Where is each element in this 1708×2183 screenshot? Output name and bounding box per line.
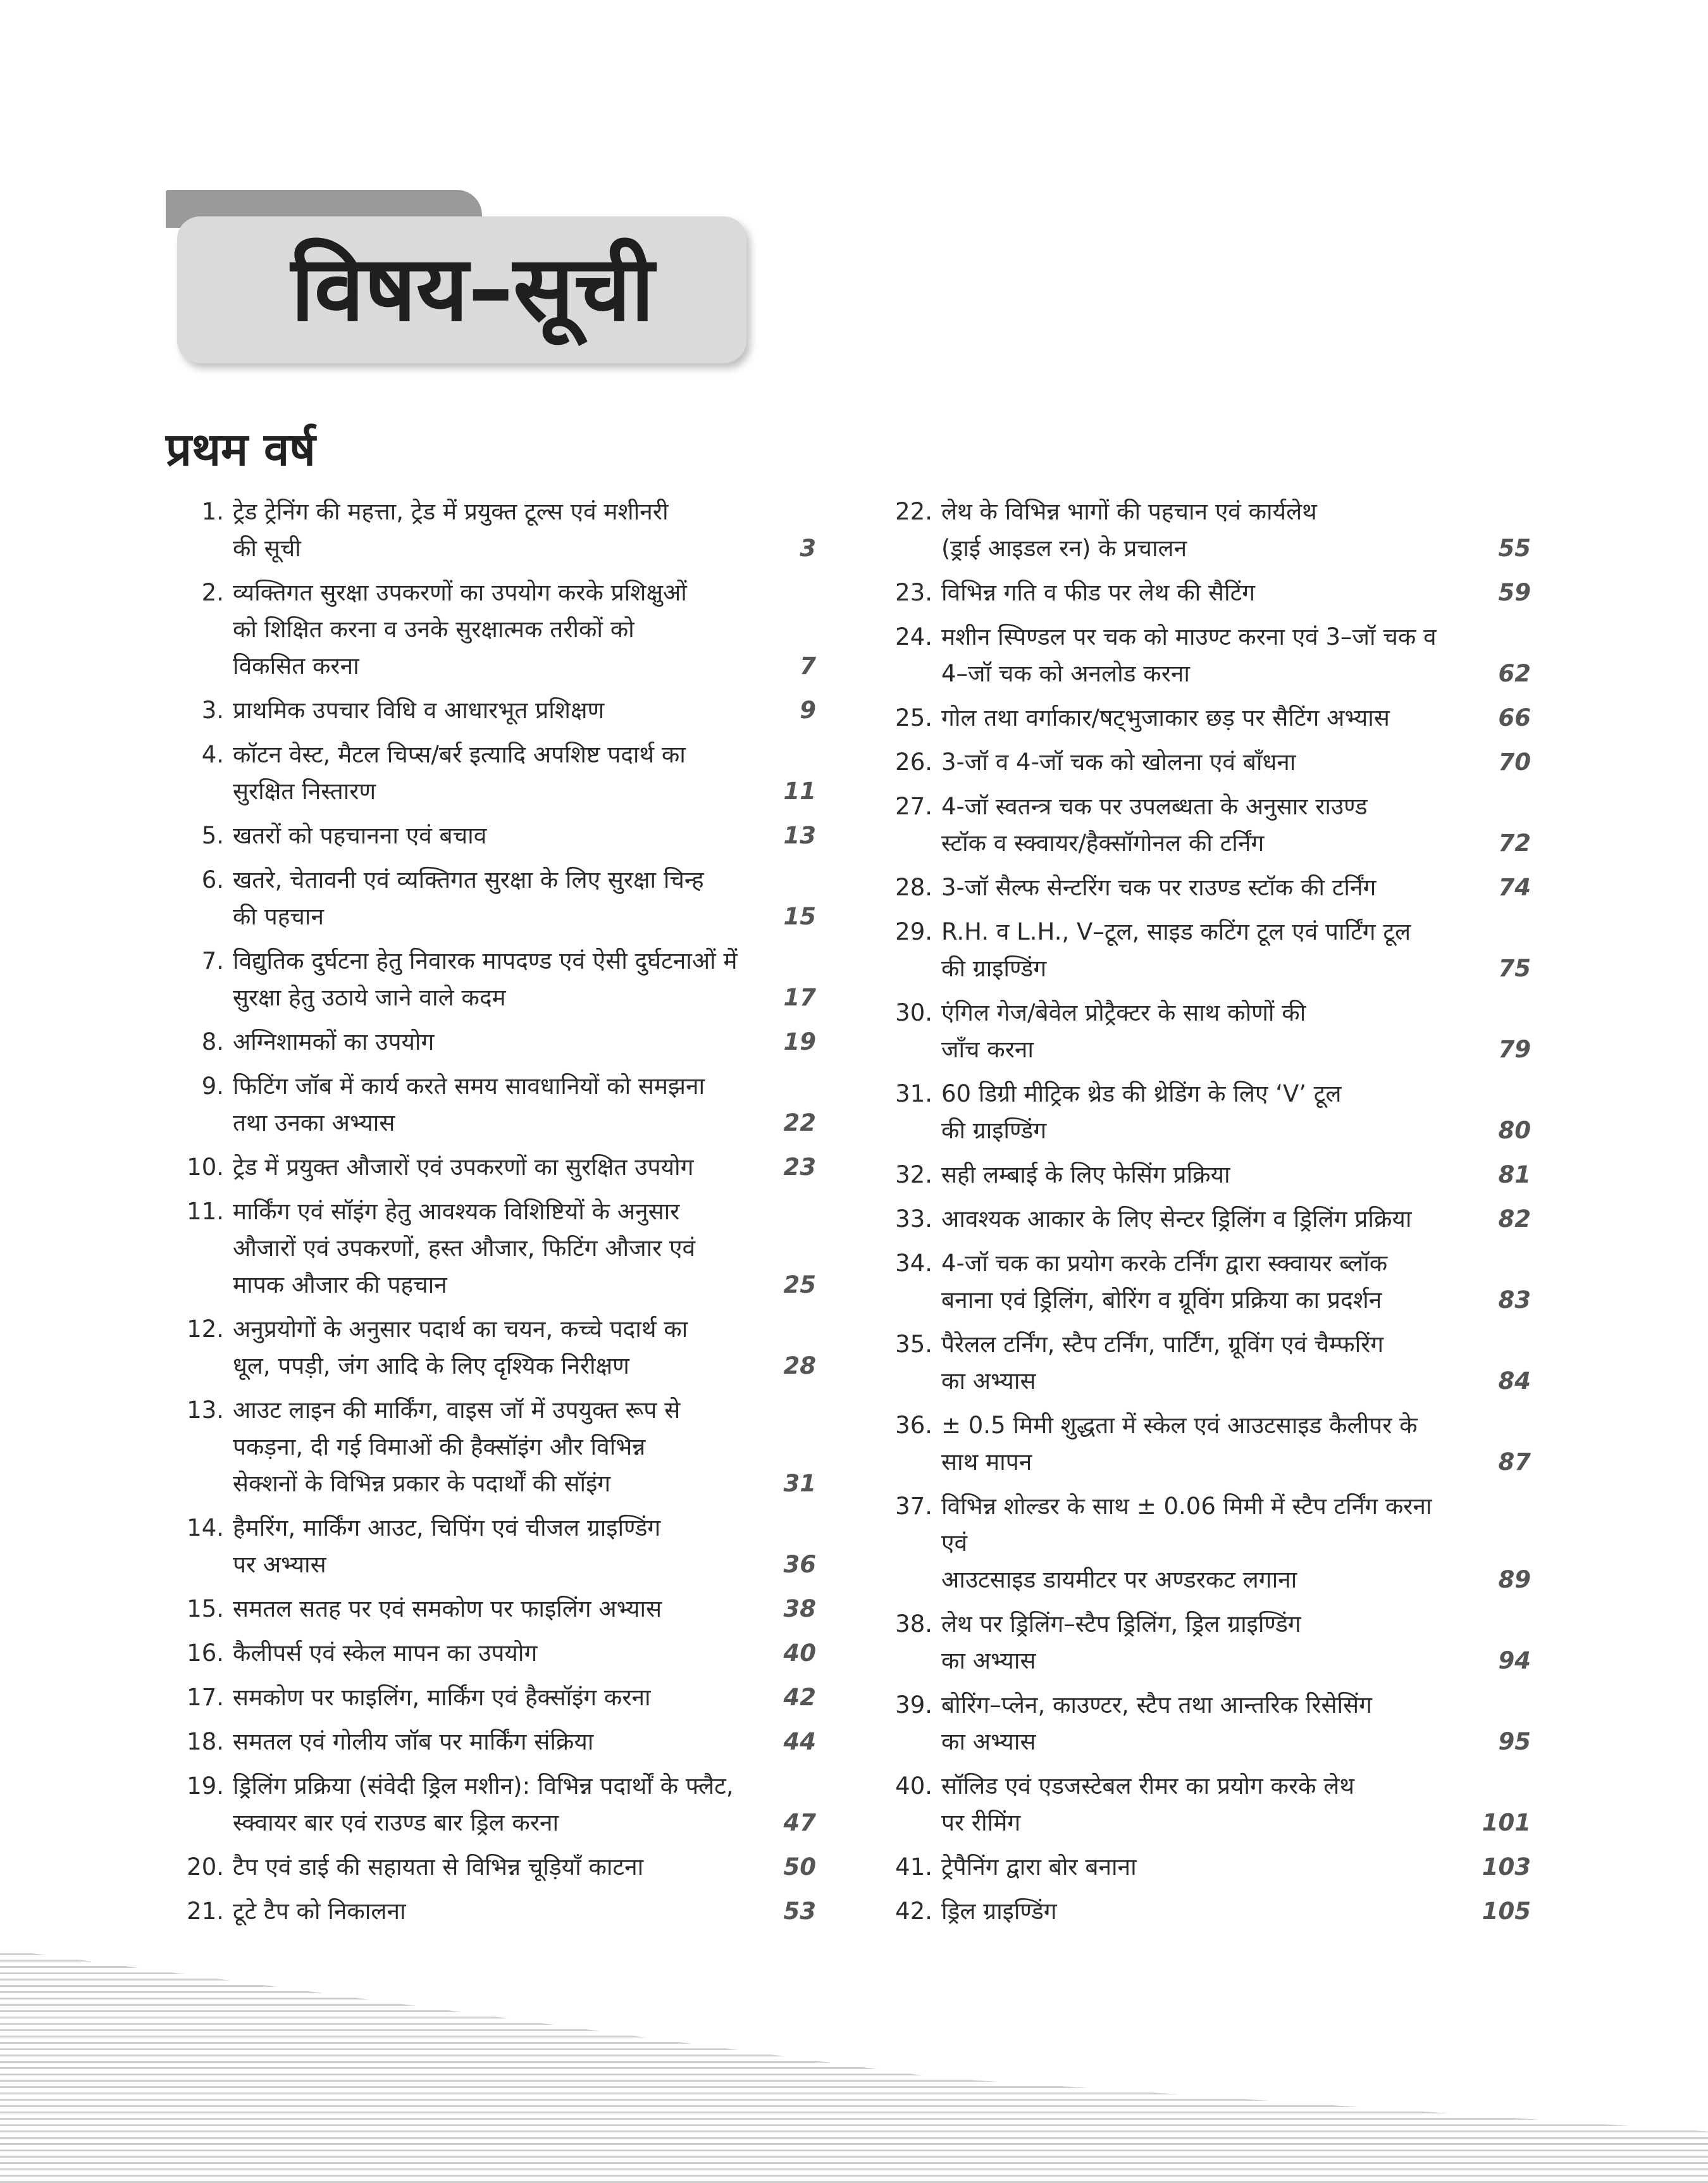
- toc-entry[interactable]: [183, 737, 816, 810]
- toc-entry[interactable]: [892, 1245, 1531, 1319]
- toc-entry[interactable]: [183, 1893, 816, 1930]
- toc-entry-title: खतरों को पहचानना एवं बचाव: [233, 822, 487, 849]
- toc-entry-page: 79: [1498, 1036, 1531, 1063]
- toc-entry-page: 15: [783, 903, 816, 930]
- toc-entry-number: 14.: [187, 1514, 224, 1541]
- toc-entry-page: 22: [783, 1109, 816, 1136]
- toc-entry-number: 20.: [187, 1853, 224, 1881]
- toc-entry-number: 1.: [201, 498, 224, 525]
- toc-entry-page: 80: [1498, 1117, 1531, 1144]
- toc-entry-number: 11.: [187, 1198, 224, 1225]
- toc-entry-title: 60 डिग्री मीट्रिक थ्रेड की थ्रेडिंग के लिए ‘V’ टूल की ग्राइण्डिंग: [941, 1080, 1342, 1144]
- toc-entry-page: 28: [783, 1352, 816, 1379]
- toc-entry-number: 34.: [895, 1250, 932, 1277]
- toc-entry-page: 40: [783, 1639, 816, 1667]
- toc-entry-title: विभिन्न शोल्डर के साथ ± 0.06 मिमी में स्टैप टर्निंग करना एवं आउटसाइड डायमीटर पर अण्डरकट लगाना: [941, 1493, 1432, 1593]
- toc-entry-number: 30.: [895, 999, 932, 1026]
- toc-entry-title: सही लम्बाई के लिए फेसिंग प्रक्रिया: [941, 1161, 1230, 1188]
- toc-entry[interactable]: [892, 1606, 1531, 1679]
- toc-entry[interactable]: [892, 1201, 1531, 1238]
- toc-entry-title: R.H. व L.H., V–टूल, साइड कटिंग टूल एवं पार्टिंग टूल की ग्राइण्डिंग: [941, 918, 1411, 982]
- toc-entry-title: लेथ पर ड्रिलिंग–स्टैप ड्रिलिंग, ड्रिल ग्राइण्डिंग का अभ्यास: [941, 1610, 1301, 1674]
- toc-entry[interactable]: [892, 1407, 1531, 1481]
- toc-entry-number: 27.: [895, 793, 932, 820]
- toc-entry-number: 31.: [895, 1080, 932, 1107]
- toc-entry[interactable]: [183, 1591, 816, 1627]
- toc-entry-page: 81: [1498, 1161, 1531, 1188]
- toc-entry-number: 16.: [187, 1639, 224, 1667]
- toc-entry-title: हैमरिंग, मार्किंग आउट, चिपिंग एवं चीजल ग्राइण्डिंग पर अभ्यास: [233, 1514, 661, 1578]
- toc-entry-title: प्राथमिक उपचार विधि व आधारभूत प्रशिक्षण: [233, 697, 605, 724]
- toc-entry-title: गोल तथा वर्गाकार/षट्भुजाकार छड़ पर सैटिंग अभ्यास: [941, 704, 1390, 731]
- toc-entry-number: 37.: [895, 1493, 932, 1520]
- toc-entry-number: 28.: [895, 874, 932, 901]
- toc-entry-title: अग्निशामकों का उपयोग: [233, 1028, 435, 1055]
- toc-entry[interactable]: [183, 1679, 816, 1716]
- toc-entry[interactable]: [892, 744, 1531, 781]
- toc-entry[interactable]: [892, 575, 1531, 611]
- toc-entry-title: समतल एवं गोलीय जॉब पर मार्किंग संक्रिया: [233, 1728, 594, 1755]
- toc-entry-title: मार्किंग एवं सॉइंग हेतु आवश्यक विशिष्टियों के अनुसार औजारों एवं उपकरणों, हस्त औजार, फिटिंग औजार एवं मापक औजार की पहचान: [233, 1198, 696, 1298]
- toc-entry-number: 23.: [895, 579, 932, 606]
- toc-entry-page: 23: [783, 1154, 816, 1181]
- toc-entry-title: खतरे, चेतावनी एवं व्यक्तिगत सुरक्षा के लिए सुरक्षा चिन्ह की पहचान: [233, 866, 704, 930]
- toc-entry[interactable]: [183, 575, 816, 685]
- toc-entry-number: 41.: [895, 1853, 932, 1881]
- toc-entry-number: 36.: [895, 1412, 932, 1439]
- toc-entry-page: 83: [1498, 1286, 1531, 1314]
- toc-entry[interactable]: [183, 692, 816, 729]
- toc-entry[interactable]: [183, 1024, 816, 1060]
- toc-entry-title: विभिन्न गति व फीड पर लेथ की सैटिंग: [941, 579, 1256, 606]
- toc-entry-number: 22.: [895, 498, 932, 525]
- toc-entry-page: 94: [1498, 1647, 1531, 1674]
- toc-entry-number: 5.: [201, 822, 224, 849]
- toc-entry[interactable]: [892, 1893, 1531, 1930]
- toc-entry-number: 29.: [895, 918, 932, 945]
- page-title: विषय–सूची: [291, 237, 655, 341]
- toc-entry[interactable]: [892, 1768, 1531, 1841]
- toc-entry-title: कॉटन वेस्ट, मैटल चिप्स/बर्र इत्यादि अपशिष्ट पदार्थ का सुरक्षित निस्तारण: [233, 741, 686, 805]
- toc-entry-number: 24.: [895, 623, 932, 650]
- toc-entry-page: 103: [1482, 1853, 1531, 1881]
- toc-entry-title: व्यक्तिगत सुरक्षा उपकरणों का उपयोग करके प्रशिक्षुओं को शिक्षित करना व उनके सुरक्षात्मक तरीकों को विकसित करना: [233, 579, 687, 680]
- toc-entry-number: 42.: [895, 1898, 932, 1925]
- toc-right-column: [892, 494, 1531, 1937]
- toc-entry-number: 10.: [187, 1154, 224, 1181]
- toc-entry[interactable]: [183, 1193, 816, 1303]
- toc-entry-page: 13: [783, 822, 816, 849]
- toc-entry-page: 7: [800, 652, 816, 680]
- toc-entry[interactable]: [892, 914, 1531, 987]
- toc-entry-number: 12.: [187, 1315, 224, 1343]
- toc-entry[interactable]: [183, 1311, 816, 1384]
- toc-entry-title: लेथ के विभिन्न भागों की पहचान एवं कार्यलेथ (ड्राई आइडल रन) के प्रचालन: [941, 498, 1317, 562]
- toc-entry-page: 36: [783, 1551, 816, 1578]
- toc-entry-page: 3: [800, 535, 816, 562]
- toc-entry-title: ट्रेड ट्रेनिंग की महत्ता, ट्रेड में प्रयुक्त टूल्स एवं मशीनरी की सूची: [233, 498, 669, 562]
- toc-entry-title: ± 0.5 मिमी शुद्धता में स्केल एवं आउटसाइड कैलीपर के साथ मापन: [941, 1412, 1418, 1476]
- toc-entry-number: 25.: [895, 704, 932, 731]
- toc-left-column: [183, 494, 816, 1937]
- toc-entry-number: 8.: [201, 1028, 224, 1055]
- toc-entry-number: 21.: [187, 1898, 224, 1925]
- toc-entry-title: कैलीपर्स एवं स्केल मापन का उपयोग: [233, 1639, 538, 1667]
- toc-entry[interactable]: [892, 494, 1531, 567]
- toc-entry-page: 53: [783, 1898, 816, 1925]
- toc-entry[interactable]: [183, 1510, 816, 1583]
- toc-entry-number: 18.: [187, 1728, 224, 1755]
- toc-entry-title: टूटे टैप को निकालना: [233, 1898, 406, 1925]
- toc-entry-title: सॉलिड एवं एडजस्टेबल रीमर का प्रयोग करके लेथ पर रीमिंग: [941, 1772, 1354, 1836]
- toc-entry-page: 70: [1498, 749, 1531, 776]
- toc-entry-page: 59: [1498, 579, 1531, 606]
- toc-entry-page: 82: [1498, 1205, 1531, 1233]
- toc-entry-title: आउट लाइन की मार्किंग, वाइस जॉ में उपयुक्त रूप से पकड़ना, दी गई विमाओं की हैक्सॉइंग और विभिन्न सेक्शनों के विभिन्न प्रकार के पदार्थों की सॉइंग: [233, 1396, 681, 1497]
- toc-entry-title: 4-जॉ स्वतन्त्र चक पर उपलब्धता के अनुसार राउण्ड स्टॉक व स्क्वायर/हैक्सॉगोनल की टर्निंग: [941, 793, 1368, 857]
- toc-entry-page: 11: [783, 778, 816, 805]
- toc-entry[interactable]: [892, 788, 1531, 862]
- decorative-stripes: [0, 1949, 1708, 2183]
- toc-entry-title: मशीन स्पिण्डल पर चक को माउण्ट करना एवं 3–जॉ चक व 4–जॉ चक को अनलोड करना: [941, 623, 1437, 687]
- toc-entry-number: 3.: [201, 697, 224, 724]
- toc-entry-title: ट्रेपैनिंग द्वारा बोर बनाना: [941, 1853, 1137, 1881]
- toc-entry-number: 2.: [201, 579, 224, 606]
- toc-entry[interactable]: [892, 1157, 1531, 1193]
- toc-entry-page: 44: [783, 1728, 816, 1755]
- toc-entry-number: 38.: [895, 1610, 932, 1638]
- toc-entry[interactable]: [183, 862, 816, 935]
- toc-entry-number: 33.: [895, 1205, 932, 1233]
- toc-entry-title: 4-जॉ चक का प्रयोग करके टर्निंग द्वारा स्क्वायर ब्लॉक बनाना एवं ड्रिलिंग, बोरिंग व ग्रूविंग प्रक्रिया का प्रदर्शन: [941, 1250, 1388, 1314]
- toc-entry[interactable]: [183, 1149, 816, 1186]
- toc-entry-title: ड्रिलिंग प्रक्रिया (संवेदी ड्रिल मशीन): विभिन्न पदार्थों के फ्लैट, स्क्वायर बार एवं राउण्ड बार ड्रिल करना: [233, 1772, 734, 1836]
- toc-entry[interactable]: [892, 995, 1531, 1068]
- toc-entry[interactable]: [892, 1076, 1531, 1149]
- toc-entry-page: 19: [783, 1028, 816, 1055]
- toc-entry-number: 26.: [895, 749, 932, 776]
- toc-entry-page: 74: [1498, 874, 1531, 901]
- toc-entry-number: 32.: [895, 1161, 932, 1188]
- toc-entry[interactable]: [183, 818, 816, 854]
- toc-entry-number: 40.: [895, 1772, 932, 1800]
- toc-entry-number: 9.: [201, 1073, 224, 1100]
- title-banner-box: [177, 216, 746, 363]
- toc-entry-page: 66: [1498, 704, 1531, 731]
- toc-entry-title: समतल सतह पर एवं समकोण पर फाइलिंग अभ्यास: [233, 1595, 662, 1622]
- toc-entry-number: 39.: [895, 1691, 932, 1719]
- toc-entry-title: पैरेलल टर्निंग, स्टैप टर्निंग, पार्टिंग, ग्रूविंग एवं चैम्फरिंग का अभ्यास: [941, 1331, 1384, 1395]
- toc-entry-title: टैप एवं डाई की सहायता से विभिन्न चूड़ियाँ काटना: [233, 1853, 644, 1881]
- toc-entry-title: ड्रिल ग्राइण्डिंग: [941, 1898, 1057, 1925]
- toc-entry-title: 3-जॉ व 4-जॉ चक को खोलना एवं बाँधना: [941, 749, 1296, 776]
- toc-entry[interactable]: [183, 1724, 816, 1760]
- toc-entry-title: 3-जॉ सैल्फ सेन्टरिंग चक पर राउण्ड स्टॉक की टर्निंग: [941, 874, 1377, 901]
- toc-entry-title: विद्युतिक दुर्घटना हेतु निवारक मापदण्ड एवं ऐसी दुर्घटनाओं में सुरक्षा हेतु उठाये जाने वाले कदम: [233, 947, 738, 1011]
- toc-entry-page: 9: [800, 697, 816, 724]
- toc-entry-title: आवश्यक आकार के लिए सेन्टर ड्रिलिंग व ड्रिलिंग प्रक्रिया: [941, 1205, 1412, 1233]
- toc-entry[interactable]: [183, 1635, 816, 1672]
- toc-entry[interactable]: [183, 1849, 816, 1886]
- toc-entry-page: 50: [783, 1853, 816, 1881]
- section-heading: प्रथम वर्ष: [166, 423, 316, 476]
- title-banner: [166, 190, 748, 373]
- toc-entry-page: 89: [1498, 1566, 1531, 1593]
- toc-entry-page: 105: [1482, 1898, 1531, 1925]
- toc-entry-title: एंगिल गेज/बेवेल प्रोट्रैक्टर के साथ कोणों की जाँच करना: [941, 999, 1306, 1063]
- toc-entry[interactable]: [183, 494, 816, 567]
- toc-entry[interactable]: [183, 943, 816, 1016]
- toc-entry-page: 101: [1482, 1809, 1531, 1836]
- toc-entry[interactable]: [183, 1392, 816, 1502]
- toc-entry-page: 87: [1498, 1448, 1531, 1476]
- toc-entry-page: 62: [1498, 660, 1531, 687]
- toc-entry-page: 95: [1498, 1728, 1531, 1755]
- toc-entry-title: बोरिंग–प्लेन, काउण्टर, स्टैप तथा आन्तरिक रिसेसिंग का अभ्यास: [941, 1691, 1372, 1755]
- toc-entry[interactable]: [183, 1768, 816, 1841]
- toc-entry-number: 35.: [895, 1331, 932, 1358]
- toc-entry-number: 6.: [201, 866, 224, 893]
- toc-entry-page: 75: [1498, 955, 1531, 982]
- toc-entry-page: 55: [1498, 535, 1531, 562]
- toc-entry-page: 31: [783, 1470, 816, 1497]
- toc-entry[interactable]: [183, 1068, 816, 1141]
- toc-entry-number: 15.: [187, 1595, 224, 1622]
- toc-entry-title: ट्रेड में प्रयुक्त औजारों एवं उपकरणों का सुरक्षित उपयोग: [233, 1154, 694, 1181]
- toc-entry-page: 25: [783, 1271, 816, 1298]
- toc-entry-title: फिटिंग जॉब में कार्य करते समय सावधानियों को समझना तथा उनका अभ्यास: [233, 1073, 705, 1136]
- toc-entry-page: 42: [783, 1684, 816, 1711]
- toc-entry[interactable]: [892, 1687, 1531, 1760]
- toc-entry-page: 47: [783, 1809, 816, 1836]
- toc-entry-title: अनुप्रयोगों के अनुसार पदार्थ का चयन, कच्चे पदार्थ का धूल, पपड़ी, जंग आदि के लिए दृश्यिक निरीक्षण: [233, 1315, 688, 1379]
- toc-entry-page: 38: [783, 1595, 816, 1622]
- toc-entry-page: 84: [1498, 1367, 1531, 1395]
- toc-entry-number: 7.: [201, 947, 224, 974]
- toc-entry-number: 17.: [187, 1684, 224, 1711]
- toc-entry[interactable]: [892, 619, 1531, 692]
- toc-entry-number: 4.: [201, 741, 224, 768]
- toc-entry[interactable]: [892, 700, 1531, 737]
- toc-entry[interactable]: [892, 1488, 1531, 1598]
- toc-entry[interactable]: [892, 869, 1531, 906]
- toc-entry[interactable]: [892, 1849, 1531, 1886]
- toc-entry-page: 72: [1498, 830, 1531, 857]
- toc-entry-number: 13.: [187, 1396, 224, 1424]
- toc-entry-title: समकोण पर फाइलिंग, मार्किंग एवं हैक्सॉइंग करना: [233, 1684, 651, 1711]
- toc-entry[interactable]: [892, 1326, 1531, 1400]
- toc-entry-number: 19.: [187, 1772, 224, 1800]
- toc-entry-page: 17: [783, 984, 816, 1011]
